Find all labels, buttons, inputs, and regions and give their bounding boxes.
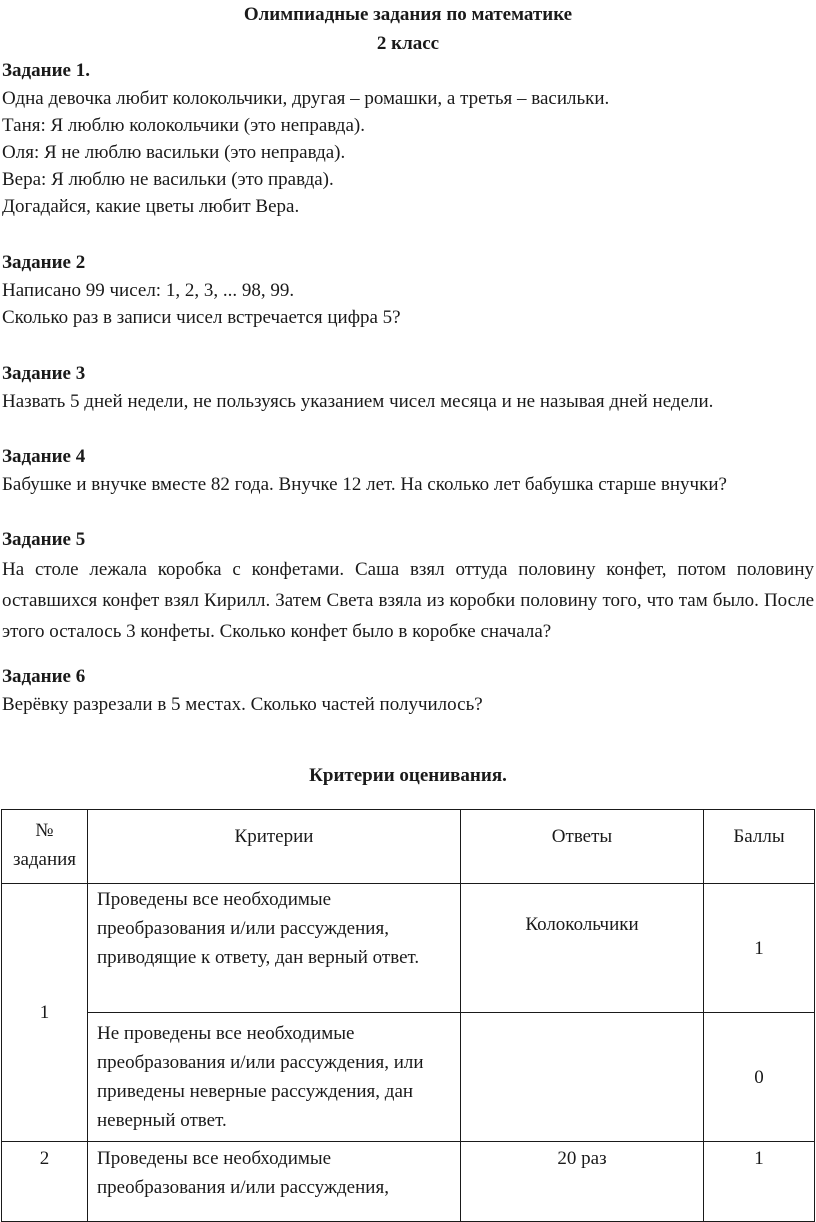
- header-num: № задания: [2, 810, 88, 884]
- task-1: [2, 57, 814, 220]
- criteria-title: Критерии оценивания.: [309, 765, 507, 786]
- document-title: Олимпиадные задания по математике: [243, 4, 573, 25]
- task-text-line: Сколько раз в записи чисел встречается цифра 5?: [2, 307, 401, 328]
- criterion-cell: Проведены все необходимые преобразования и/или рассуждения, приводящие к ответу, дан верный ответ.: [88, 884, 461, 1013]
- criteria-table: [1, 809, 815, 1222]
- task-number-cell: 2: [2, 1142, 88, 1222]
- criterion-cell: Не проведены все необходимые преобразования и/или рассуждения, или приведены неверные рассуждения, дан неверный ответ.: [88, 1013, 461, 1142]
- task-heading: Задание 1.: [2, 60, 90, 81]
- grade-label: 2 класс: [376, 33, 440, 54]
- task-heading: Задание 3: [2, 363, 86, 384]
- task-text-line: Догадайся, какие цветы любит Вера.: [2, 196, 300, 217]
- task-text-line: Оля: Я не люблю васильки (это неправда).: [2, 142, 346, 163]
- header-criteria: Критерии: [88, 810, 461, 884]
- task-5: [2, 526, 814, 647]
- criterion-cell: Проведены все необходимые преобразования и/или рассуждения,: [88, 1142, 461, 1222]
- task-6: [2, 663, 814, 718]
- task-2: [2, 249, 814, 331]
- task-heading: Задание 6: [2, 666, 86, 687]
- task-4: [2, 443, 814, 498]
- task-text-line: Вера: Я люблю не васильки (это правда).: [2, 169, 334, 190]
- task-heading: Задание 5: [2, 529, 86, 550]
- table-header-row: [2, 810, 815, 884]
- header-points: Баллы: [704, 810, 815, 884]
- task-text-line: Бабушке и внучке вместе 82 года. Внучке 12 лет. На сколько лет бабушка старше внучки?: [2, 474, 727, 495]
- task-heading: Задание 2: [2, 252, 86, 273]
- answer-cell: Колокольчики: [461, 884, 704, 1013]
- table-row: [2, 884, 815, 1013]
- task-number-cell: 1: [2, 884, 88, 1142]
- task-text-paragraph: На столе лежала коробка с конфетами. Саша взял оттуда половину конфет, потом половину оставшихся конфет взял Кирилл. Затем Света взяла из коробки половину того, что там было. После этого осталось 3 конфеты. Сколько конфет было в коробке сначала?: [2, 559, 814, 642]
- task-3: [2, 360, 814, 415]
- points-cell: 0: [704, 1013, 815, 1142]
- task-heading: Задание 4: [2, 446, 86, 467]
- points-cell: 1: [704, 1142, 815, 1222]
- task-text-line: Написано 99 чисел: 1, 2, 3, ... 98, 99.: [2, 280, 295, 301]
- task-text-line: Верёвку разрезали в 5 местах. Сколько частей получилось?: [2, 694, 483, 715]
- points-cell: 1: [704, 884, 815, 1013]
- answer-cell: 20 раз: [461, 1142, 704, 1222]
- table-row: [2, 1013, 815, 1142]
- answer-cell: [461, 1013, 704, 1142]
- task-text-line: Таня: Я люблю колокольчики (это неправда).: [2, 115, 365, 136]
- task-text-line: Одна девочка любит колокольчики, другая – ромашки, а третья – васильки.: [2, 88, 610, 109]
- task-text-line: Назвать 5 дней недели, не пользуясь указанием чисел месяца и не называя дней недели.: [2, 391, 714, 412]
- table-row: [2, 1142, 815, 1222]
- header-answers: Ответы: [461, 810, 704, 884]
